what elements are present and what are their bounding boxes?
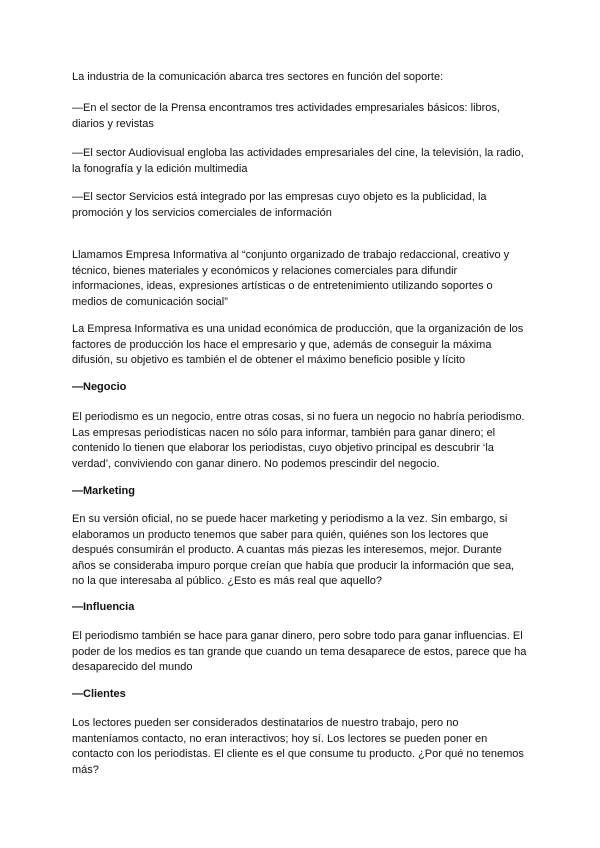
sector-prensa-paragraph: —En el sector de la Prensa encontramos tres actividades empresariales básicos: libros, diarios y revistas (72, 102, 500, 130)
section-body-marketing: En su versión oficial, no se puede hacer marketing y periodismo a la vez. Sin embargo, si elaboramos un producto tenemos que saber para quién, quiénes son los lectores que después consumirán el producto. A cuantas más piezas les interesemos, mejor. Durante años se consideraba impuro porque creían que había que producir la información que sea, no la que interesaba al público. ¿Esto es más real que aquello? (72, 513, 515, 587)
section-body-clientes: Los lectores pueden ser considerados destinatarios de nuestro trabajo, pero no manteníamos contacto, no eran interactivos; hoy sí. Los lectores se pueden poner en contacto con los periodistas. El cliente es el que consume tu producto. ¿Por qué no tenemos más? (72, 717, 524, 776)
unit-paragraph: La Empresa Informativa es una unidad económica de producción, que la organización de los factores de producción los hace el empresario y que, además de conseguir la máxima difusión, su objetivo es también el de obtener el máximo beneficio posible y lícito (72, 323, 524, 366)
intro-paragraph: La industria de la comunicación abarca tres sectores en función del soporte: (72, 71, 444, 83)
section-heading-negocio: —Negocio (72, 381, 127, 393)
section-heading-marketing: —Marketing (72, 485, 135, 497)
sector-servicios-paragraph: —El sector Servicios está integrado por las empresas cuyo objeto es la publicidad, la promoción y los servicios comerciales de información (72, 191, 487, 219)
section-body-negocio: El periodismo es un negocio, entre otras cosas, si no fuera un negocio no habría periodismo. Las empresas periodísticas nacen no sólo para informar, también para ganar dinero; el contenido lo tienen que elaborar los periodistas, cuyo objetivo principal es descubrir ‘la verdad’, conviviendo con ganar dinero. No podemos prescindir del negocio. (72, 411, 525, 470)
section-heading-influencia: —Influencia (72, 601, 135, 613)
section-heading-clientes: —Clientes (72, 688, 126, 700)
definition-paragraph: Llamamos Empresa Informativa al “conjunto organizado de trabajo redaccional, creativo y técnico, bienes materiales y económicos y relaciones comerciales para difundir informaciones, ideas, expresiones artísticas o de entretenimiento utilizando soportes o medios de comunicación social” (72, 249, 510, 308)
section-body-influencia: El periodismo también se hace para ganar dinero, pero sobre todo para ganar influencias. El poder de los medios es tan grande que cuando un tema desaparece de estos, parece que ha desaparecido del mundo (72, 630, 527, 673)
sector-audiovisual-paragraph: —El sector Audiovisual engloba las actividades empresariales del cine, la televisión, la radio, la fonografía y la edición multimedia (72, 147, 524, 175)
